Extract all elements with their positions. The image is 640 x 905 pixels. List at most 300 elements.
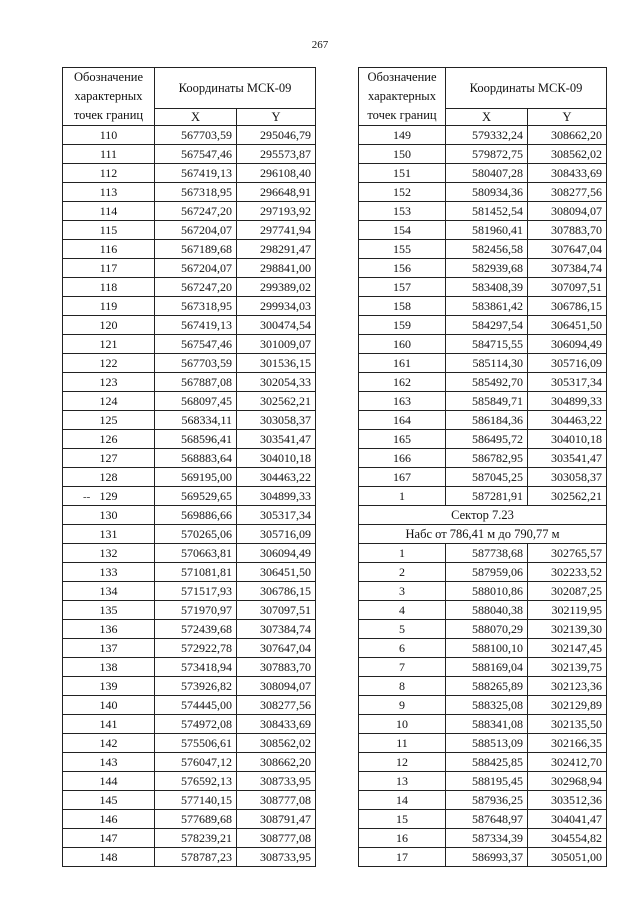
table-row xyxy=(359,677,607,696)
y-value: 308094,07 xyxy=(528,202,607,221)
point-number: 126 xyxy=(63,430,155,449)
x-value: 586495,72 xyxy=(446,430,528,449)
y-value: 302765,57 xyxy=(528,544,607,563)
y-value: 306786,15 xyxy=(237,582,316,601)
x-value: 588070,29 xyxy=(446,620,528,639)
x-value: 567547,46 xyxy=(155,145,237,164)
y-value: 295046,79 xyxy=(237,126,316,145)
table-row xyxy=(359,620,607,639)
x-value: 583408,39 xyxy=(446,278,528,297)
point-number: 132 xyxy=(63,544,155,563)
table-row xyxy=(359,544,607,563)
y-value: 298841,00 xyxy=(237,259,316,278)
point-number: 165 xyxy=(359,430,446,449)
table-row xyxy=(359,449,607,468)
y-value: 302562,21 xyxy=(528,487,607,506)
point-number: 14 xyxy=(359,791,446,810)
point-number: 138 xyxy=(63,658,155,677)
point-number: 136 xyxy=(63,620,155,639)
y-value: 302412,70 xyxy=(528,753,607,772)
point-number: 125 xyxy=(63,411,155,430)
table-row xyxy=(63,297,316,316)
x-value: 574972,08 xyxy=(155,715,237,734)
table-row xyxy=(359,126,607,145)
y-value: 302968,94 xyxy=(528,772,607,791)
y-value: 302129,89 xyxy=(528,696,607,715)
x-value: 588195,45 xyxy=(446,772,528,791)
y-value: 308433,69 xyxy=(528,164,607,183)
table-row xyxy=(359,791,607,810)
x-value: 567318,95 xyxy=(155,297,237,316)
y-value: 304010,18 xyxy=(528,430,607,449)
y-value: 296108,40 xyxy=(237,164,316,183)
table-row xyxy=(63,810,316,829)
y-value: 302166,35 xyxy=(528,734,607,753)
x-value: 585492,70 xyxy=(446,373,528,392)
point-number: 149 xyxy=(359,126,446,145)
y-value: 308094,07 xyxy=(237,677,316,696)
point-number: 134 xyxy=(63,582,155,601)
table-row xyxy=(63,164,316,183)
y-value: 302054,33 xyxy=(237,373,316,392)
y-value: 305716,09 xyxy=(237,525,316,544)
y-value: 305317,34 xyxy=(528,373,607,392)
table-row xyxy=(359,354,607,373)
point-number: 113 xyxy=(63,183,155,202)
point-number: 2 xyxy=(359,563,446,582)
point-number: 139 xyxy=(63,677,155,696)
x-value: 567247,20 xyxy=(155,278,237,297)
y-value: 304899,33 xyxy=(237,487,316,506)
point-number: 164 xyxy=(359,411,446,430)
y-value: 299934,03 xyxy=(237,297,316,316)
x-value: 580934,36 xyxy=(446,183,528,202)
sector-row xyxy=(359,525,607,544)
x-value: 567204,07 xyxy=(155,221,237,240)
y-value: 301536,15 xyxy=(237,354,316,373)
table-row xyxy=(63,221,316,240)
x-value: 572922,78 xyxy=(155,639,237,658)
y-value: 306094,49 xyxy=(237,544,316,563)
table-row xyxy=(359,335,607,354)
x-value: 578239,21 xyxy=(155,829,237,848)
y-header: Y xyxy=(237,109,316,126)
table-row xyxy=(359,259,607,278)
point-number: 155 xyxy=(359,240,446,259)
point-number: 148 xyxy=(63,848,155,867)
x-value: 576047,12 xyxy=(155,753,237,772)
y-value: 308777,08 xyxy=(237,829,316,848)
table-row xyxy=(63,449,316,468)
point-number: 142 xyxy=(63,734,155,753)
x-value: 569886,66 xyxy=(155,506,237,525)
header-row xyxy=(359,68,607,109)
y-value: 302119,95 xyxy=(528,601,607,620)
y-value: 303541,47 xyxy=(237,430,316,449)
x-value: 586184,36 xyxy=(446,411,528,430)
y-value: 308562,02 xyxy=(237,734,316,753)
point-number: 161 xyxy=(359,354,446,373)
y-value: 302233,52 xyxy=(528,563,607,582)
point-number: 141 xyxy=(63,715,155,734)
table-row xyxy=(63,202,316,221)
point-number: 11 xyxy=(359,734,446,753)
y-value: 306451,50 xyxy=(528,316,607,335)
table-row xyxy=(359,316,607,335)
point-number: 147 xyxy=(63,829,155,848)
coords-title-header: Координаты МСК-09 xyxy=(446,68,607,109)
table-row xyxy=(359,639,607,658)
x-value: 580407,28 xyxy=(446,164,528,183)
point-label-header: Обозначение характерных точек границ xyxy=(63,68,155,126)
x-value: 588341,08 xyxy=(446,715,528,734)
point-number: 112 xyxy=(63,164,155,183)
y-value: 307384,74 xyxy=(237,620,316,639)
table-row xyxy=(359,373,607,392)
x-value: 588040,38 xyxy=(446,601,528,620)
table-row xyxy=(359,183,607,202)
table-row xyxy=(63,772,316,791)
point-number: 143 xyxy=(63,753,155,772)
point-number: 10 xyxy=(359,715,446,734)
x-value: 587648,97 xyxy=(446,810,528,829)
table-row xyxy=(63,829,316,848)
table-row xyxy=(63,658,316,677)
y-value: 296648,91 xyxy=(237,183,316,202)
table-row xyxy=(359,487,607,506)
y-value: 304554,82 xyxy=(528,829,607,848)
table-row xyxy=(63,183,316,202)
x-value: 568334,11 xyxy=(155,411,237,430)
y-value: 305716,09 xyxy=(528,354,607,373)
y-value: 304463,22 xyxy=(237,468,316,487)
x-value: 587738,68 xyxy=(446,544,528,563)
x-value: 583861,42 xyxy=(446,297,528,316)
table-row xyxy=(63,506,316,525)
x-value: 572439,68 xyxy=(155,620,237,639)
table-row xyxy=(359,468,607,487)
table-row xyxy=(63,392,316,411)
point-number: 13 xyxy=(359,772,446,791)
table-row xyxy=(63,316,316,335)
y-value: 308433,69 xyxy=(237,715,316,734)
table-row xyxy=(63,411,316,430)
x-value: 567887,08 xyxy=(155,373,237,392)
x-value: 588425,85 xyxy=(446,753,528,772)
table-row xyxy=(359,202,607,221)
point-number: 145 xyxy=(63,791,155,810)
point-number: 150 xyxy=(359,145,446,164)
point-number: 15 xyxy=(359,810,446,829)
y-value: 303058,37 xyxy=(237,411,316,430)
point-number: 7 xyxy=(359,658,446,677)
point-number: 122 xyxy=(63,354,155,373)
point-number: 153 xyxy=(359,202,446,221)
x-value: 567547,46 xyxy=(155,335,237,354)
table-row xyxy=(63,791,316,810)
y-value: 304010,18 xyxy=(237,449,316,468)
y-value: 302562,21 xyxy=(237,392,316,411)
x-value: 588325,08 xyxy=(446,696,528,715)
x-value: 568097,45 xyxy=(155,392,237,411)
table-row xyxy=(63,601,316,620)
y-value: 298291,47 xyxy=(237,240,316,259)
y-value: 308733,95 xyxy=(237,772,316,791)
x-value: 570265,06 xyxy=(155,525,237,544)
y-value: 304041,47 xyxy=(528,810,607,829)
table-row xyxy=(63,639,316,658)
x-value: 567419,13 xyxy=(155,316,237,335)
table-row xyxy=(359,753,607,772)
y-value: 302139,75 xyxy=(528,658,607,677)
table-row xyxy=(63,373,316,392)
x-value: 582456,58 xyxy=(446,240,528,259)
point-number: 133 xyxy=(63,563,155,582)
point-number: 166 xyxy=(359,449,446,468)
y-value: 307883,70 xyxy=(237,658,316,677)
point-number: 154 xyxy=(359,221,446,240)
x-value: 577140,15 xyxy=(155,791,237,810)
x-value: 567419,13 xyxy=(155,164,237,183)
y-value: 307647,04 xyxy=(237,639,316,658)
x-value: 577689,68 xyxy=(155,810,237,829)
table-row xyxy=(63,715,316,734)
header-row xyxy=(63,68,316,109)
table-row xyxy=(359,810,607,829)
y-value: 300474,54 xyxy=(237,316,316,335)
y-value: 303058,37 xyxy=(528,468,607,487)
y-value: 306094,49 xyxy=(528,335,607,354)
table-row xyxy=(63,278,316,297)
point-number: 160 xyxy=(359,335,446,354)
y-value: 302087,25 xyxy=(528,582,607,601)
table-row xyxy=(63,126,316,145)
point-number: 146 xyxy=(63,810,155,829)
table-row xyxy=(359,145,607,164)
table-row xyxy=(359,411,607,430)
x-value: 586993,37 xyxy=(446,848,528,867)
table-row xyxy=(359,848,607,867)
point-number: 158 xyxy=(359,297,446,316)
x-value: 569195,00 xyxy=(155,468,237,487)
table-row xyxy=(359,221,607,240)
x-value: 586782,95 xyxy=(446,449,528,468)
y-value: 308277,56 xyxy=(237,696,316,715)
y-value: 302135,50 xyxy=(528,715,607,734)
x-value: 569529,65 xyxy=(155,487,237,506)
point-number: 151 xyxy=(359,164,446,183)
y-value: 307883,70 xyxy=(528,221,607,240)
table-body-right xyxy=(359,68,607,867)
table-row xyxy=(63,753,316,772)
x-value: 576592,13 xyxy=(155,772,237,791)
x-value: 573418,94 xyxy=(155,658,237,677)
y-value: 308733,95 xyxy=(237,848,316,867)
sector-title: Сектор 7.23 xyxy=(359,506,607,525)
x-value: 587045,25 xyxy=(446,468,528,487)
table-row xyxy=(359,392,607,411)
y-header: Y xyxy=(528,109,607,126)
y-value: 297193,92 xyxy=(237,202,316,221)
y-value: 308662,20 xyxy=(528,126,607,145)
point-number: 16 xyxy=(359,829,446,848)
y-value: 303541,47 xyxy=(528,449,607,468)
x-value: 587281,91 xyxy=(446,487,528,506)
table-row xyxy=(63,620,316,639)
point-number: 163 xyxy=(359,392,446,411)
x-value: 571081,81 xyxy=(155,563,237,582)
y-value: 308277,56 xyxy=(528,183,607,202)
table-row xyxy=(359,658,607,677)
table-row xyxy=(359,297,607,316)
x-value: 567703,59 xyxy=(155,126,237,145)
table-row xyxy=(63,677,316,696)
x-value: 588100,10 xyxy=(446,639,528,658)
x-value: 567189,68 xyxy=(155,240,237,259)
x-value: 587959,06 xyxy=(446,563,528,582)
point-number: 152 xyxy=(359,183,446,202)
point-number: 6 xyxy=(359,639,446,658)
y-value: 306786,15 xyxy=(528,297,607,316)
point-number: 131 xyxy=(63,525,155,544)
point-number: 129 xyxy=(63,487,155,506)
point-number: 12 xyxy=(359,753,446,772)
y-value: 308562,02 xyxy=(528,145,607,164)
point-number: 128 xyxy=(63,468,155,487)
point-number: 140 xyxy=(63,696,155,715)
table-row xyxy=(63,525,316,544)
table-row xyxy=(63,354,316,373)
x-value: 588265,89 xyxy=(446,677,528,696)
table-row xyxy=(63,563,316,582)
point-number: 167 xyxy=(359,468,446,487)
x-value: 568883,64 xyxy=(155,449,237,468)
y-value: 305051,00 xyxy=(528,848,607,867)
point-number: 118 xyxy=(63,278,155,297)
x-value: 571970,97 xyxy=(155,601,237,620)
y-value: 305317,34 xyxy=(237,506,316,525)
table-row xyxy=(359,715,607,734)
y-value: 301009,07 xyxy=(237,335,316,354)
point-number: 124 xyxy=(63,392,155,411)
y-value: 304463,22 xyxy=(528,411,607,430)
table-row xyxy=(63,335,316,354)
table-body-left xyxy=(63,68,316,867)
x-value: 581452,54 xyxy=(446,202,528,221)
y-value: 299389,02 xyxy=(237,278,316,297)
page-number: 267 xyxy=(311,39,329,51)
point-number: 130 xyxy=(63,506,155,525)
point-number: 4 xyxy=(359,601,446,620)
point-number: 159 xyxy=(359,316,446,335)
table-row xyxy=(359,563,607,582)
table-row xyxy=(359,734,607,753)
x-value: 587334,39 xyxy=(446,829,528,848)
x-value: 588010,86 xyxy=(446,582,528,601)
x-value: 570663,81 xyxy=(155,544,237,563)
point-number: 116 xyxy=(63,240,155,259)
coords-title-header: Координаты МСК-09 xyxy=(155,68,316,109)
point-number: 17 xyxy=(359,848,446,867)
point-number: 135 xyxy=(63,601,155,620)
point-number: 5 xyxy=(359,620,446,639)
x-value: 587936,25 xyxy=(446,791,528,810)
y-value: 306451,50 xyxy=(237,563,316,582)
y-value: 302139,30 xyxy=(528,620,607,639)
point-number: 115 xyxy=(63,221,155,240)
point-number: 162 xyxy=(359,373,446,392)
x-header: X xyxy=(155,109,237,126)
point-number: 157 xyxy=(359,278,446,297)
y-value: 307384,74 xyxy=(528,259,607,278)
x-value: 584715,55 xyxy=(446,335,528,354)
point-number: 114 xyxy=(63,202,155,221)
point-number: 156 xyxy=(359,259,446,278)
point-number: 8 xyxy=(359,677,446,696)
table-row xyxy=(359,240,607,259)
y-value: 308777,08 xyxy=(237,791,316,810)
sector-row xyxy=(359,506,607,525)
point-number: 3 xyxy=(359,582,446,601)
x-value: 581960,41 xyxy=(446,221,528,240)
y-value: 307647,04 xyxy=(528,240,607,259)
point-number: 127 xyxy=(63,449,155,468)
table-row xyxy=(359,582,607,601)
y-value: 297741,94 xyxy=(237,221,316,240)
x-value: 584297,54 xyxy=(446,316,528,335)
y-value: 308791,47 xyxy=(237,810,316,829)
table-row xyxy=(359,829,607,848)
point-number: 111 xyxy=(63,145,155,164)
y-value: 307097,51 xyxy=(528,278,607,297)
x-value: 579872,75 xyxy=(446,145,528,164)
table-row xyxy=(63,734,316,753)
x-value: 567247,20 xyxy=(155,202,237,221)
point-number: 137 xyxy=(63,639,155,658)
point-number: 119 xyxy=(63,297,155,316)
y-value: 302123,36 xyxy=(528,677,607,696)
table-row xyxy=(359,772,607,791)
coordinates-table-left xyxy=(62,67,316,867)
x-header: X xyxy=(446,109,528,126)
point-number: 121 xyxy=(63,335,155,354)
x-value: 588169,04 xyxy=(446,658,528,677)
x-value: 574445,00 xyxy=(155,696,237,715)
x-value: 573926,82 xyxy=(155,677,237,696)
point-number: 117 xyxy=(63,259,155,278)
x-value: 567318,95 xyxy=(155,183,237,202)
table-row xyxy=(63,696,316,715)
point-number: 123 xyxy=(63,373,155,392)
table-row xyxy=(63,259,316,278)
point-number: 110 xyxy=(63,126,155,145)
table-row xyxy=(63,848,316,867)
table-row xyxy=(359,164,607,183)
x-value: 585849,71 xyxy=(446,392,528,411)
y-value: 307097,51 xyxy=(237,601,316,620)
table-row xyxy=(63,582,316,601)
y-value: 303512,36 xyxy=(528,791,607,810)
table-row xyxy=(359,430,607,449)
point-number: 144 xyxy=(63,772,155,791)
x-value: 567204,07 xyxy=(155,259,237,278)
coordinates-table-right xyxy=(358,67,607,867)
x-value: 588513,09 xyxy=(446,734,528,753)
x-value: 571517,93 xyxy=(155,582,237,601)
point-number: 120 xyxy=(63,316,155,335)
table-row xyxy=(359,696,607,715)
y-value: 308662,20 xyxy=(237,753,316,772)
